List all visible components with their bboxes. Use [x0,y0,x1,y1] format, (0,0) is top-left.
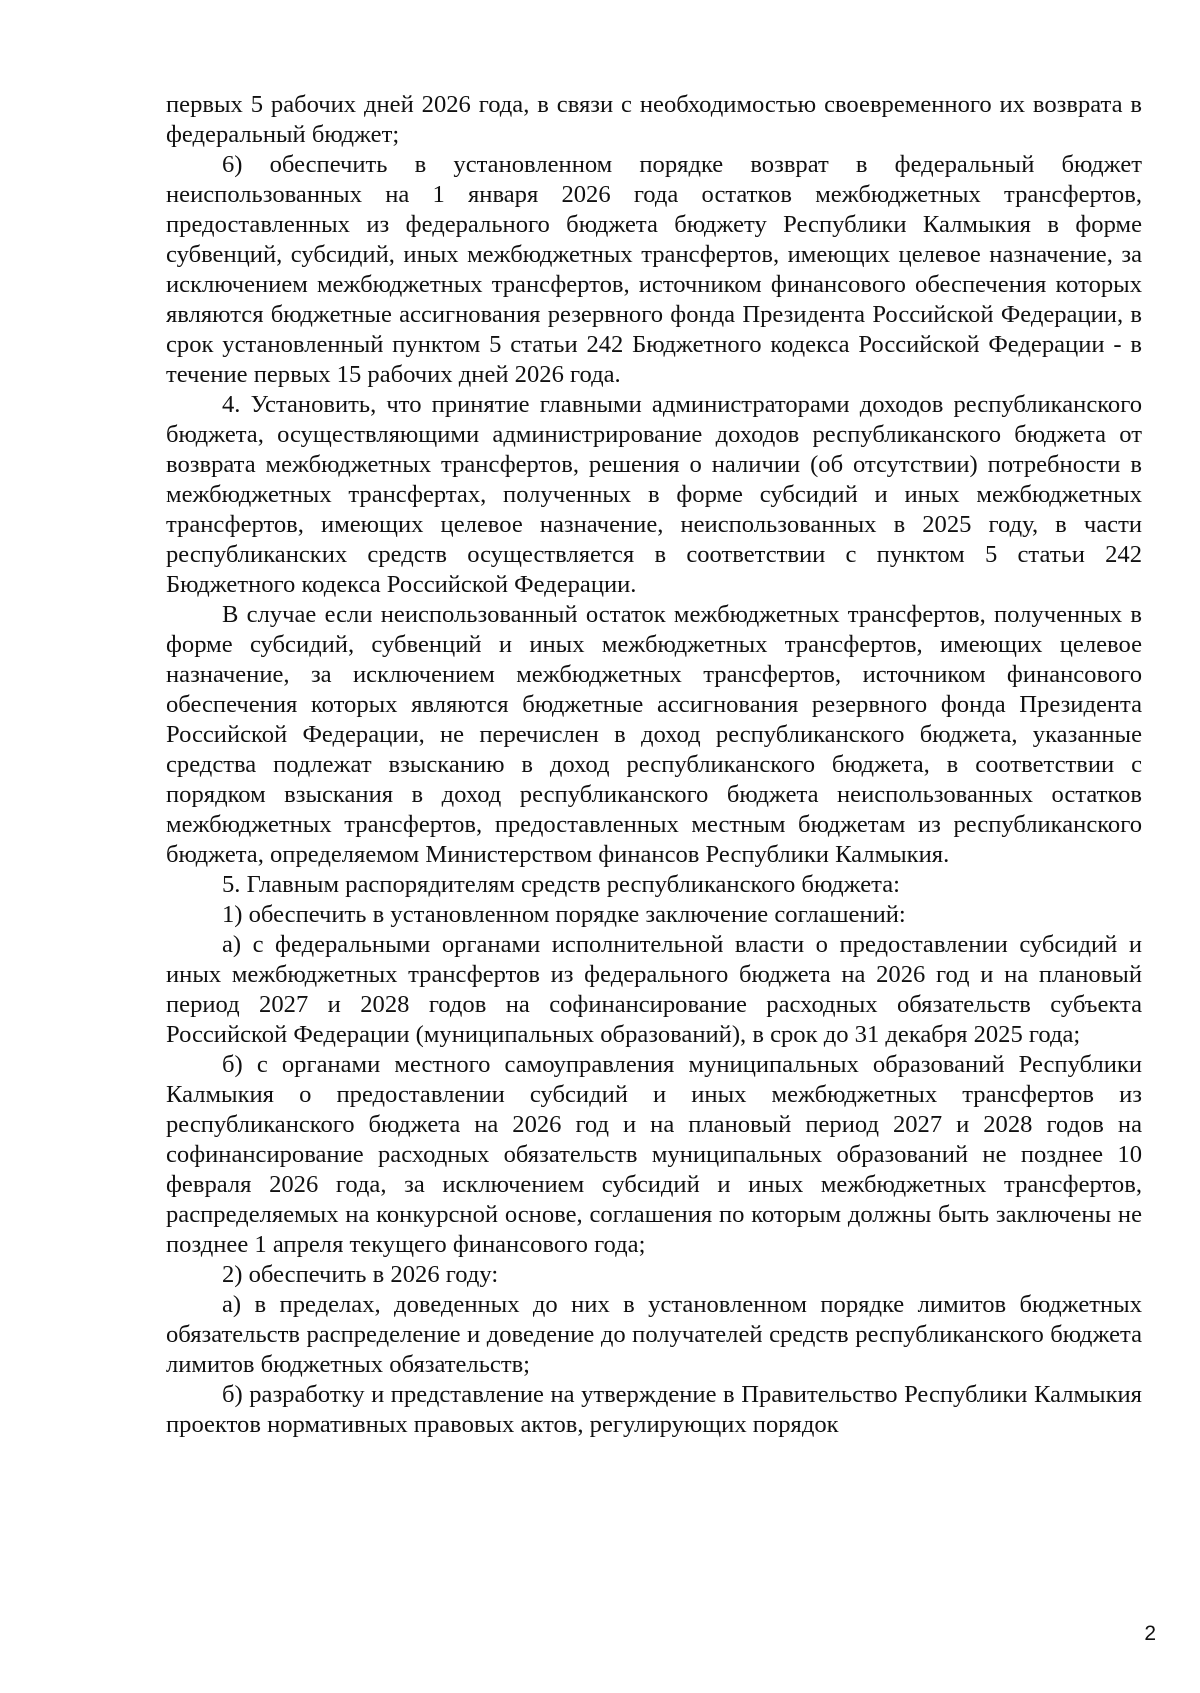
paragraph-5: 5. Главным распорядителям средств республиканского бюджета: [222,871,900,898]
paragraph-7: а) с федеральными органами исполнительной власти о предоставлении субсидий и иных межбюджетных трансфертов из федерального бюджета на 2026 год и на плановый период 2027 и 2028 годов на софинансирование расходных обязательств субъекта Российской Федерации (муниципальных образований), в срок до 31 декабря 2025 года; [166,931,1142,1048]
paragraph-6: 1) обеспечить в установленном порядке заключение соглашений: [222,901,906,928]
paragraph-8: б) с органами местного самоуправления муниципальных образований Республики Калмыкия о предоставлении субсидий и иных межбюджетных трансфертов из республиканского бюджета на 2026 год и на плановый период 2027 и 2028 годов на софинансирование расходных обязательств муниципальных образований не позднее 10 февраля 2026 года, за исключением субсидий и иных межбюджетных трансфертов, распределяемых на конкурсной основе, соглашения по которым должны быть заключены не позднее 1 апреля текущего финансового года; [166,1051,1142,1258]
paragraph-2: 6) обеспечить в установленном порядке возврат в федеральный бюджет неиспользованных на 1 января 2026 года остатков межбюджетных трансфертов, предоставленных из федерального бюджета бюджету Республики Калмыкия в форме субвенций, субсидий, иных межбюджетных трансфертов, имеющих целевое назначение, за исключением межбюджетных трансфертов, источником финансового обеспечения которых являются бюджетные ассигнования резервного фонда Президента Российской Федерации, в срок установленный пунктом 5 статьи 242 Бюджетного кодекса Российской Федерации - в течение первых 15 рабочих дней 2026 года. [166,151,1142,388]
paragraph-9: 2) обеспечить в 2026 году: [222,1261,499,1288]
paragraph-11: б) разработку и представление на утверждение в Правительство Республики Калмыкия проектов нормативных правовых актов, регулирующих порядок [166,1381,1142,1438]
document-body [166,90,1142,1440]
page-number: 2 [1144,1622,1156,1645]
paragraph-4: В случае если неиспользованный остаток межбюджетных трансфертов, полученных в форме субсидий, субвенций и иных межбюджетных трансфертов, имеющих целевое назначение, за исключением межбюджетных трансфертов, источником финансового обеспечения которых являются бюджетные ассигнования резервного фонда Президента Российской Федерации, не перечислен в доход республиканского бюджета, указанные средства подлежат взысканию в доход республиканского бюджета, в соответствии с порядком взыскания в доход республиканского бюджета неиспользованных остатков межбюджетных трансфертов, предоставленных местным бюджетам из республиканского бюджета, определяемом Министерством финансов Республики Калмыкия. [166,601,1142,868]
paragraph-1: первых 5 рабочих дней 2026 года, в связи с необходимостью своевременного их возврата в федеральный бюджет; [166,91,1142,148]
paragraph-3: 4. Установить, что принятие главными администраторами доходов республиканского бюджета, осуществляющими администрирование доходов республиканского бюджета от возврата межбюджетных трансфертов, решения о наличии (об отсутствии) потребности в межбюджетных трансфертах, полученных в форме субсидий и иных межбюджетных трансфертов, имеющих целевое назначение, неиспользованных в 2025 году, в части республиканских средств осуществляется в соответствии с пунктом 5 статьи 242 Бюджетного кодекса Российской Федерации. [166,391,1142,598]
paragraph-10: а) в пределах, доведенных до них в установленном порядке лимитов бюджетных обязательств распределение и доведение до получателей средств республиканского бюджета лимитов бюджетных обязательств; [166,1291,1142,1378]
